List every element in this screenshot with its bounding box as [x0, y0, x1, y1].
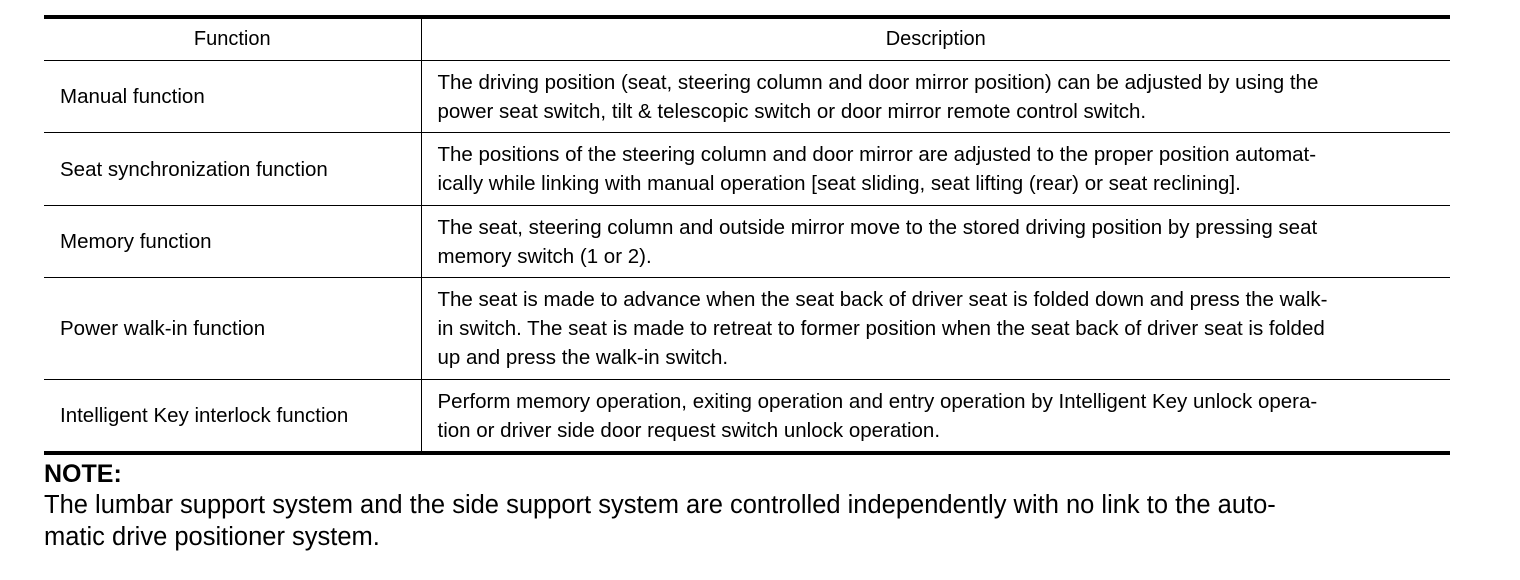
description-line: up and press the walk-in switch.: [437, 346, 729, 369]
description-line: in switch. The seat is made to retreat to former position when the seat back of driver seat is folded: [437, 317, 1325, 340]
function-cell: Memory function: [44, 206, 421, 278]
description-cell: [421, 380, 1450, 454]
description-line: tion or driver side door request switch unlock operation.: [437, 418, 941, 442]
function-cell: Power walk-in function: [44, 278, 421, 380]
function-cell: Manual function: [44, 61, 421, 133]
note-line: The lumbar support system and the side support system are controlled independently with no link to the auto-: [44, 491, 1276, 519]
description-line: The seat is made to advance when the seat back of driver seat is folded down and press the walk-: [437, 288, 1328, 311]
description-line: Perform memory operation, exiting operation and entry operation by Intelligent Key unlock opera-: [437, 389, 1318, 413]
note-title: NOTE:: [44, 460, 122, 488]
note-block: [44, 459, 1450, 553]
description-cell: [421, 206, 1450, 278]
note-line: matic drive positioner system.: [44, 523, 380, 551]
table-header-row: [44, 17, 1450, 61]
table-row: [44, 278, 1450, 380]
note-text: [44, 489, 1450, 553]
function-cell: Intelligent Key interlock function: [44, 380, 421, 454]
table-row: [44, 61, 1450, 133]
function-cell: Seat synchronization function: [44, 133, 421, 206]
table-row: [44, 206, 1450, 278]
description-line: The driving position (seat, steering column and door mirror position) can be adjusted by using the: [437, 70, 1319, 94]
header-description: Description: [421, 17, 1450, 61]
header-function: Function: [44, 17, 421, 61]
function-table: [44, 15, 1450, 455]
table-row: [44, 380, 1450, 454]
description-cell: [421, 61, 1450, 133]
description-line: power seat switch, tilt & telescopic switch or door mirror remote control switch.: [437, 99, 1147, 123]
description-line: The seat, steering column and outside mirror move to the stored driving position by pressing seat: [437, 215, 1318, 239]
description-cell: [421, 133, 1450, 206]
document: [44, 15, 1450, 553]
description-line: memory switch (1 or 2).: [437, 244, 652, 268]
description-line: ically while linking with manual operation [seat sliding, seat lifting (rear) or seat reclining].: [437, 172, 1241, 195]
description-line: The positions of the steering column and door mirror are adjusted to the proper position automat-: [437, 143, 1317, 166]
description-cell: [421, 278, 1450, 380]
table-row: [44, 133, 1450, 206]
